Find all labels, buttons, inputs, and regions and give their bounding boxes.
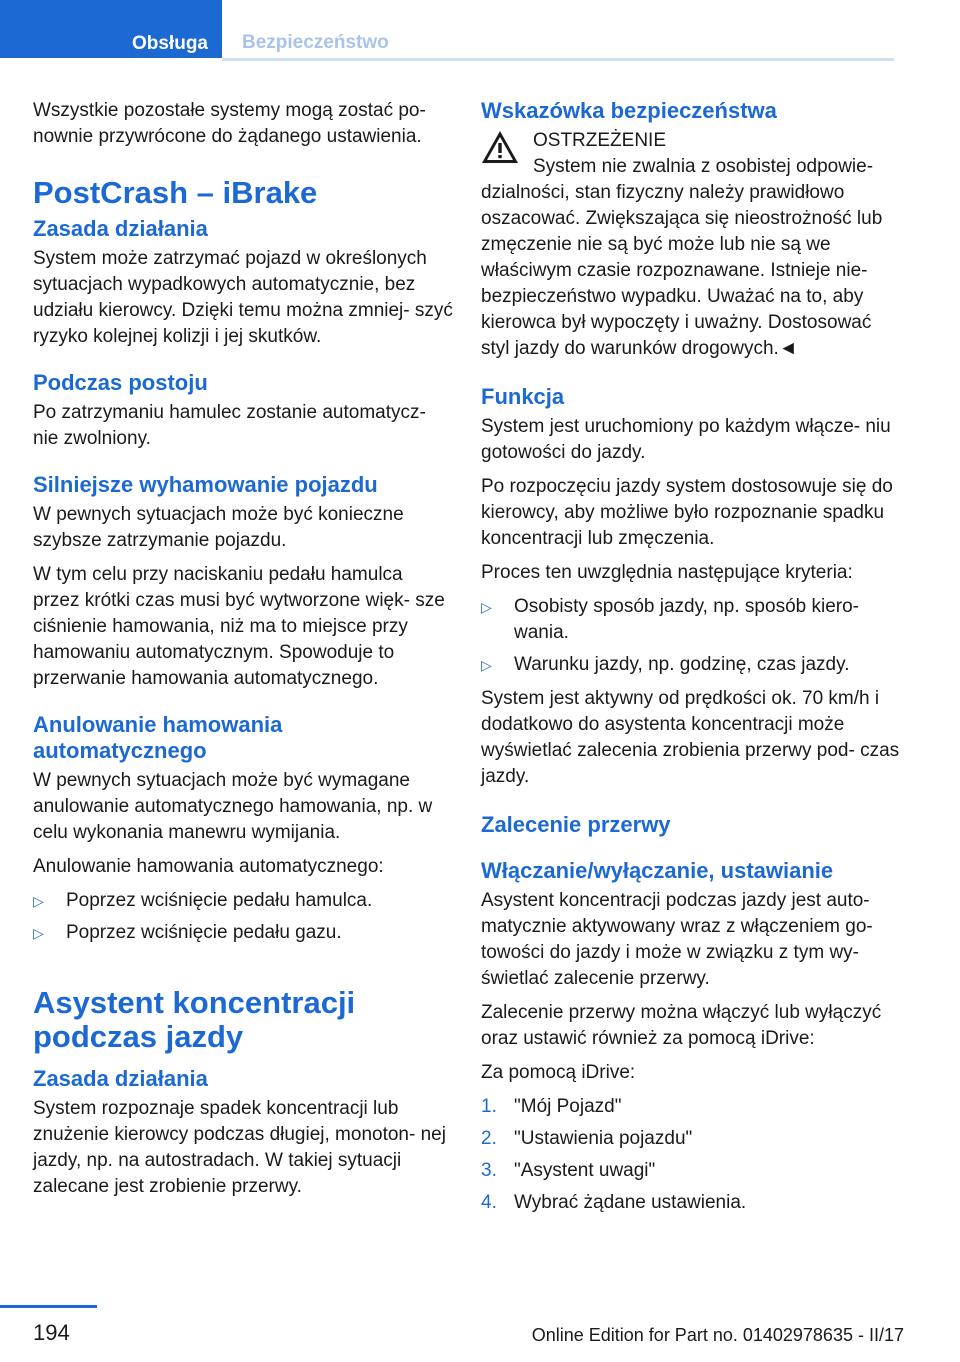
bullet-list-kryteria xyxy=(481,594,901,678)
triangle-right-icon: ▷ xyxy=(481,599,492,615)
paragraph-wlaczanie-2: Zalecenie przerwy można włączyć lub wyłączyć oraz ustawić również za pomocą iDrive: xyxy=(481,1002,882,1049)
list-item xyxy=(481,1190,901,1216)
step-number: 2. xyxy=(481,1128,497,1149)
warning-label: OSTRZEŻENIE xyxy=(533,130,667,151)
paragraph-wlaczanie-3: Za pomocą iDrive: xyxy=(481,1062,636,1083)
heading-zasada-dzialania: Zasada działania xyxy=(33,216,208,241)
paragraph-funkcja-1: System jest uruchomiony po każdym włącze‐ niu gotowości do jazdy. xyxy=(481,416,891,463)
triangle-right-icon: ▷ xyxy=(33,925,44,941)
list-item xyxy=(481,1126,901,1152)
list-item-text: Osobisty sposób jazdy, np. sposób kiero‐ wania. xyxy=(514,596,859,643)
paragraph-funkcja-2: Po rozpoczęciu jazdy system dostosowuje się do kierowcy, aby możliwe było rozpoznanie spadku koncentracji lub zmęczenia. xyxy=(481,476,893,549)
step-text: "Asystent uwagi" xyxy=(514,1160,656,1181)
edition-note: Online Edition for Part no. 01402978635 - II/17 xyxy=(531,1325,904,1345)
heading-wskazowka: Wskazówka bezpieczeństwa xyxy=(481,98,777,123)
paragraph-funkcja-4: System jest aktywny od prędkości ok. 70 km/h i dodatkowo do asystenta koncentracji może wyświetlać zalecenia zrobienia przerwy pod‐ czas jazdy. xyxy=(481,688,900,787)
list-item xyxy=(33,888,453,914)
heading-postcrash: PostCrash – iBrake xyxy=(33,175,318,210)
paragraph-wlaczanie-1: Asystent koncentracji podczas jazdy jest auto‐ matycznie aktywowany wraz z włączeniem go‐ towości do jazdy i może w związku z tym wy‐ świetlać zalecenie przerwy. xyxy=(481,890,873,989)
paragraph-funkcja-3: Proces ten uwzględnia następujące kryteria: xyxy=(481,562,853,583)
triangle-right-icon: ▷ xyxy=(33,893,44,909)
heading-zalecenie-przerwy: Zalecenie przerwy xyxy=(481,812,671,837)
heading-zasada-dzialania-2: Zasada działania xyxy=(33,1066,208,1091)
step-number: 1. xyxy=(481,1096,497,1117)
warning-box xyxy=(481,128,901,362)
list-item xyxy=(481,1094,901,1120)
list-item xyxy=(481,652,901,678)
list-item xyxy=(33,920,453,946)
warning-text: System nie zwalnia z osobistej odpowie‐ dzialności, stan fizyczny należy prawidłowo oszacować. Zwiększająca się nieostrożność lub zmęczenie nie są być może lub nie są we właściwym czasie rozpoznawane. Istnieje nie‐ bezpieczeństwo wypadku. Uważać na to, aby kierowca był wypoczęty i uważny. Dostosować styl jazdy do warunków drogowych.◄ xyxy=(481,156,883,359)
heading-funkcja: Funkcja xyxy=(481,384,565,409)
paragraph-postoj: Po zatrzymaniu hamulec zostanie automatycz‐ nie zwolniony. xyxy=(33,402,426,449)
intro-paragraph: Wszystkie pozostałe systemy mogą zostać po‐ nownie przywrócone do żądanego ustawienia. xyxy=(33,100,426,147)
heading-anulowanie: Anulowanie hamowania automatycznego xyxy=(33,712,283,763)
tab-bezpieczenstwo[interactable]: Bezpieczeństwo xyxy=(242,32,389,53)
heading-podczas-postoju: Podczas postoju xyxy=(33,370,208,395)
tab-obsluga[interactable]: Obsługa xyxy=(0,0,222,58)
heading-wlaczanie: Włączanie/wyłączanie, ustawianie xyxy=(481,858,834,883)
bullet-list-anulowanie xyxy=(33,888,453,946)
triangle-right-icon: ▷ xyxy=(481,657,492,673)
list-item-text: Warunku jazdy, np. godzinę, czas jazdy. xyxy=(514,654,850,675)
warning-triangle-icon xyxy=(481,130,519,164)
paragraph-anulowanie-1: W pewnych sytuacjach może być wymagane anulowanie automatycznego hamowania, np. w celu wykonania manewru wymijania. xyxy=(33,770,433,843)
left-column xyxy=(33,98,453,1208)
paragraph-silniejsze-2: W tym celu przy naciskaniu pedału hamulca przez krótki czas musi być wytworzone więk‐ sze ciśnienie hamowania, niż ma to miejsce przy hamowaniu automatycznym. Spowoduje to przerwanie hamowania automatycznego. xyxy=(33,564,445,689)
step-text: Wybrać żądane ustawienia. xyxy=(514,1192,747,1213)
list-item xyxy=(481,594,901,646)
step-text: "Mój Pojazd" xyxy=(514,1096,622,1117)
heading-asystent: Asystent koncentracji podczas jazdy xyxy=(33,985,356,1054)
list-item-text: Poprzez wciśnięcie pedału gazu. xyxy=(66,922,342,943)
paragraph-zasada-2: System rozpoznaje spadek koncentracji lub znużenie kierowcy podczas długiej, monoton‐ nej jazdy, np. na autostradach. W takiej sytuacji zalecane jest zrobienie przerwy. xyxy=(33,1098,446,1197)
numbered-steps xyxy=(481,1094,901,1216)
chapter-tabs xyxy=(0,0,894,62)
paragraph-anulowanie-2: Anulowanie hamowania automatycznego: xyxy=(33,856,384,877)
tab-underline xyxy=(222,58,894,61)
footer-rule xyxy=(0,1305,97,1308)
step-number: 4. xyxy=(481,1192,497,1213)
step-text: "Ustawienia pojazdu" xyxy=(514,1128,693,1149)
page-number: 194 xyxy=(33,1320,70,1345)
paragraph-silniejsze-1: W pewnych sytuacjach może być konieczne szybsze zatrzymanie pojazdu. xyxy=(33,504,404,551)
paragraph-zasada: System może zatrzymać pojazd w określonych sytuacjach wypadkowych automatycznie, bez udziału kierowcy. Dzięki temu można zmniej‐ szyć ryzyko kolejnej kolizji i jej skutków. xyxy=(33,248,453,347)
list-item xyxy=(481,1158,901,1184)
step-number: 3. xyxy=(481,1160,497,1181)
heading-silniejsze: Silniejsze wyhamowanie pojazdu xyxy=(33,472,378,497)
right-column xyxy=(481,98,901,1224)
list-item-text: Poprzez wciśnięcie pedału hamulca. xyxy=(66,890,373,911)
